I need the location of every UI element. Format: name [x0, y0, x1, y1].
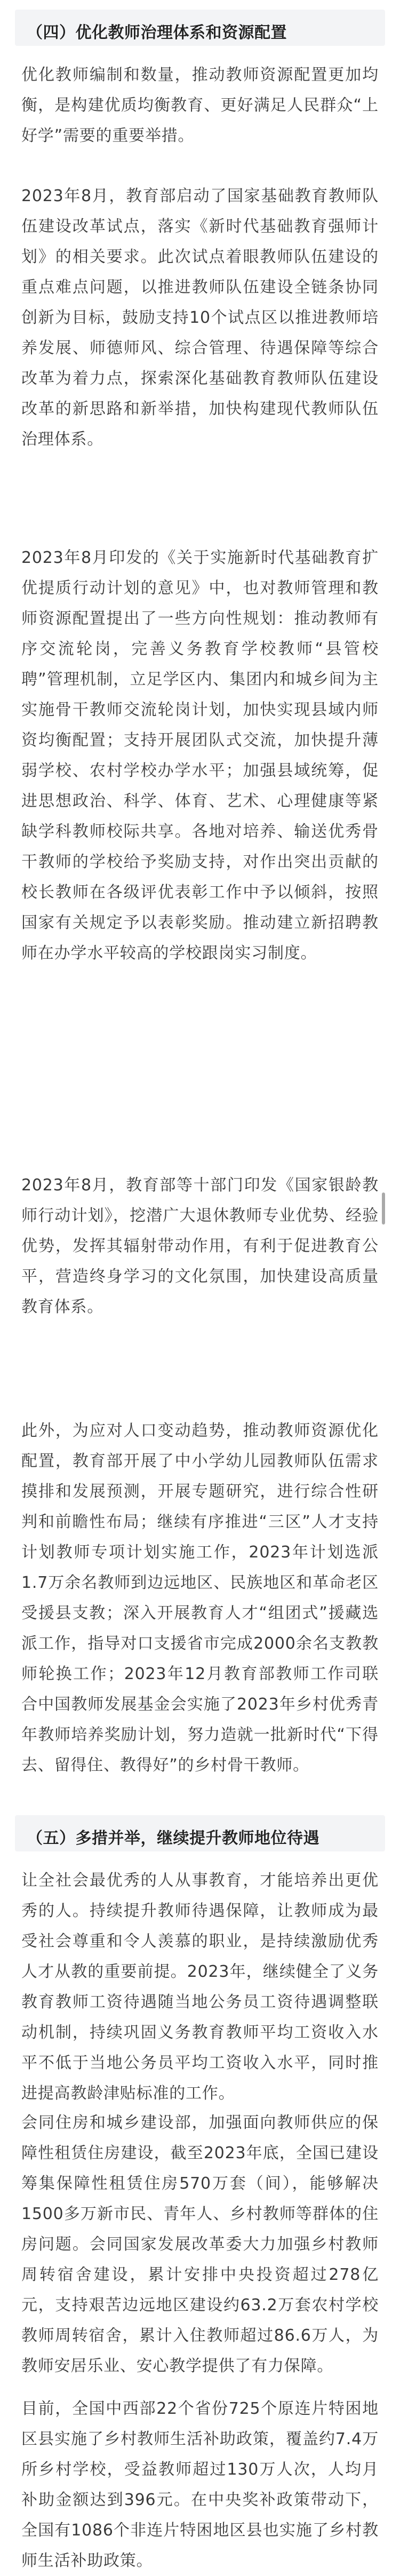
- paragraph: 让全社会最优秀的人从事教育，才能培养出更优秀的人。持续提升教师待遇保障，让教师成为最受社会尊重和令人羡慕的职业，是持续激励优秀人才从教的重要前提。2023年，继续健全了义务教育教师工资待遇随当地公务员工资待遇调整联动机制，持续巩固义务教育教师平均工资收入水平不低于当地公务员平均工资收入水平，同时推进提高教龄津贴标准的工作。: [21, 1871, 379, 2103]
- section-heading-text: （四）优化教师治理体系和资源配置: [27, 23, 287, 42]
- paragraph: 2023年8月，教育部启动了国家基础教育教师队伍建设改革试点，落实《新时代基础教育强师计划》的相关要求。此次试点着眼教师队伍建设的重点难点问题，以推进教师队伍建设全链条协同创新为目标，鼓励支持10个试点区以推进教师培养发展、师德师风、综合管理、待遇保障等综合改革为着力点，探索深化基础教育教师队伍建设改革的新思路和新举措，加快构建现代教师队伍治理体系。: [21, 187, 379, 449]
- paragraph: 会同住房和城乡建设部，加强面向教师供应的保障性租赁住房建设，截至2023年底，全国已建设筹集保障性租赁住房570万套（间），能够解决1500多万新市民、青年人、乡村教师等群体的住房问题。会同国家发展改革委大力加强乡村教师周转宿舍建设，累计安排中央投资超过278亿元，支持艰苦边远地区建设约63.2万套农村学校教师周转宿舍，累计入住教师超过86.6万人，为教师安居乐业、安心教学提供了有力保障。: [21, 2113, 379, 2375]
- paragraph: 目前，全国中西部22个省份725个原连片特困地区县实施了乡村教师生活补助政策，覆盖约7.4万所乡村学校，受益教师超过130万人次，人均月补助金额达到396元。在中央奖补政策带动下，全国有1086个非连片特困地区县也实施了乡村教师生活补助政策。: [21, 2399, 379, 2570]
- paragraph: 2023年8月，教育部等十部门印发《国家银龄教师行动计划》，挖潜广大退休教师专业优势、经验优势，发挥其辐射带动作用，有利于促进教育公平，营造终身学习的文化氛围，加快建设高质量教育体系。: [21, 1176, 379, 1316]
- paragraph: 优化教师编制和数量，推动教师资源配置更加均衡，是构建优质均衡教育、更好满足人民群众“上好学”需要的重要举措。: [21, 66, 379, 145]
- paragraph: 此外，为应对人口变动趋势，推动教师资源优化配置，教育部开展了中小学幼儿园教师队伍需求摸排和发展预测，开展专题研究，进行综合性研判和前瞻性布局；继续有序推进“三区”人才支持计划教师专项计划实施工作，2023年计划选派1.7万余名教师到边远地区、民族地区和革命老区受援县支教；深入开展教育人才“组团式”援藏选派工作，指导对口支援省市完成2000余名支教教师轮换工作；2023年12月教育部教师工作司联合中国教师发展基金会实施了2023年乡村优秀青年教师培养奖励计划，努力造就一批新时代“下得去、留得住、教得好”的乡村骨干教师。: [21, 1421, 379, 1775]
- paragraph: 2023年8月印发的《关于实施新时代基础教育扩优提质行动计划的意见》中，也对教师管理和教师资源配置提出了一些方向性规划：推动教师有序交流轮岗，完善义务教育学校教师“县管校聘”管理机制，立足学区内、集团内和城乡间为主实施骨干教师交流轮岗计划，加快实现县域内师资均衡配置；支持开展团队式交流，加快提升薄弱学校、农村学校办学水平；加强县域统筹，促进思想政治、科学、体育、艺术、心理健康等紧缺学科教师校际共享。各地对培养、输送优秀骨干教师的学校给予奖励支持，对作出突出贡献的校长教师在各级评优表彰工作中予以倾斜，按照国家有关规定予以表彰奖励。推动建立新招聘教师在办学水平较高的学校跟岗实习制度。: [21, 548, 379, 963]
- section-heading: [15, 10, 385, 46]
- section-heading-text: （五）多措并举，继续提升教师地位待遇: [27, 1829, 319, 1848]
- section-heading: [15, 1815, 385, 1851]
- scrollbar-thumb[interactable]: [382, 1192, 385, 1225]
